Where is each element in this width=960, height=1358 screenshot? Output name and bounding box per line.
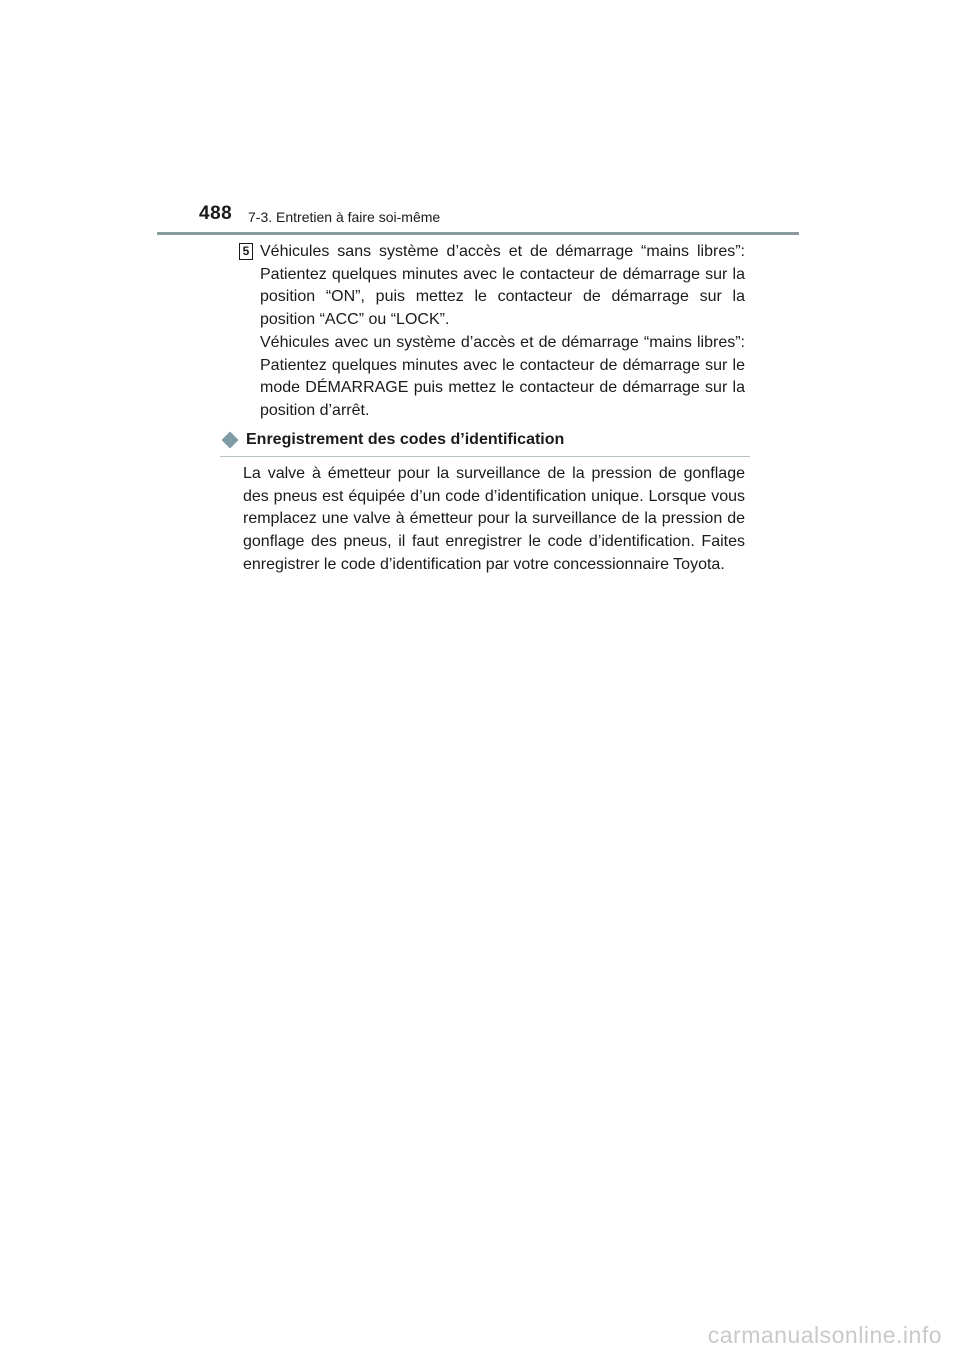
section-heading-row — [220, 431, 750, 449]
step-paragraph-without-smart-key: Véhicules sans système d’accès et de démarrage “mains libres”: Patientez quelques minutes avec le contacteur de démarrage sur la position “ON”, puis mettez le contacteur de démarrage sur la position “ACC” ou “LOCK”. — [260, 243, 745, 329]
step-paragraph-with-smart-key: Véhicules avec un système d’accès et de démarrage “mains libres”: Patientez quelques minutes avec le contacteur de démarrage sur le mode DÉMARRAGE puis mettez le contacteur de démarrage sur la position d’arrêt. — [260, 334, 745, 420]
section-body-paragraph: La valve à émetteur pour la surveillance de la pression de gonflage des pneus est équipée d’un code d’identification unique. Lorsque vous remplacez une valve à émetteur pour la surveillance de la pression de gonflage des pneus, il faut enregistrer le code d’identification. Faites enregistrer le code d’identification par votre concessionnaire Toyota. — [243, 465, 745, 573]
step-number-badge: 5 — [239, 243, 253, 260]
section-title: 7-3. Entretien à faire soi-même — [248, 209, 441, 225]
page-number: 488 — [199, 203, 233, 224]
diamond-bullet-icon — [222, 432, 239, 449]
watermark: carmanualsonline.info — [707, 1322, 942, 1348]
section-heading-divider — [220, 456, 750, 457]
header-divider — [157, 232, 799, 235]
section-heading: Enregistrement des codes d’identification — [246, 431, 565, 448]
